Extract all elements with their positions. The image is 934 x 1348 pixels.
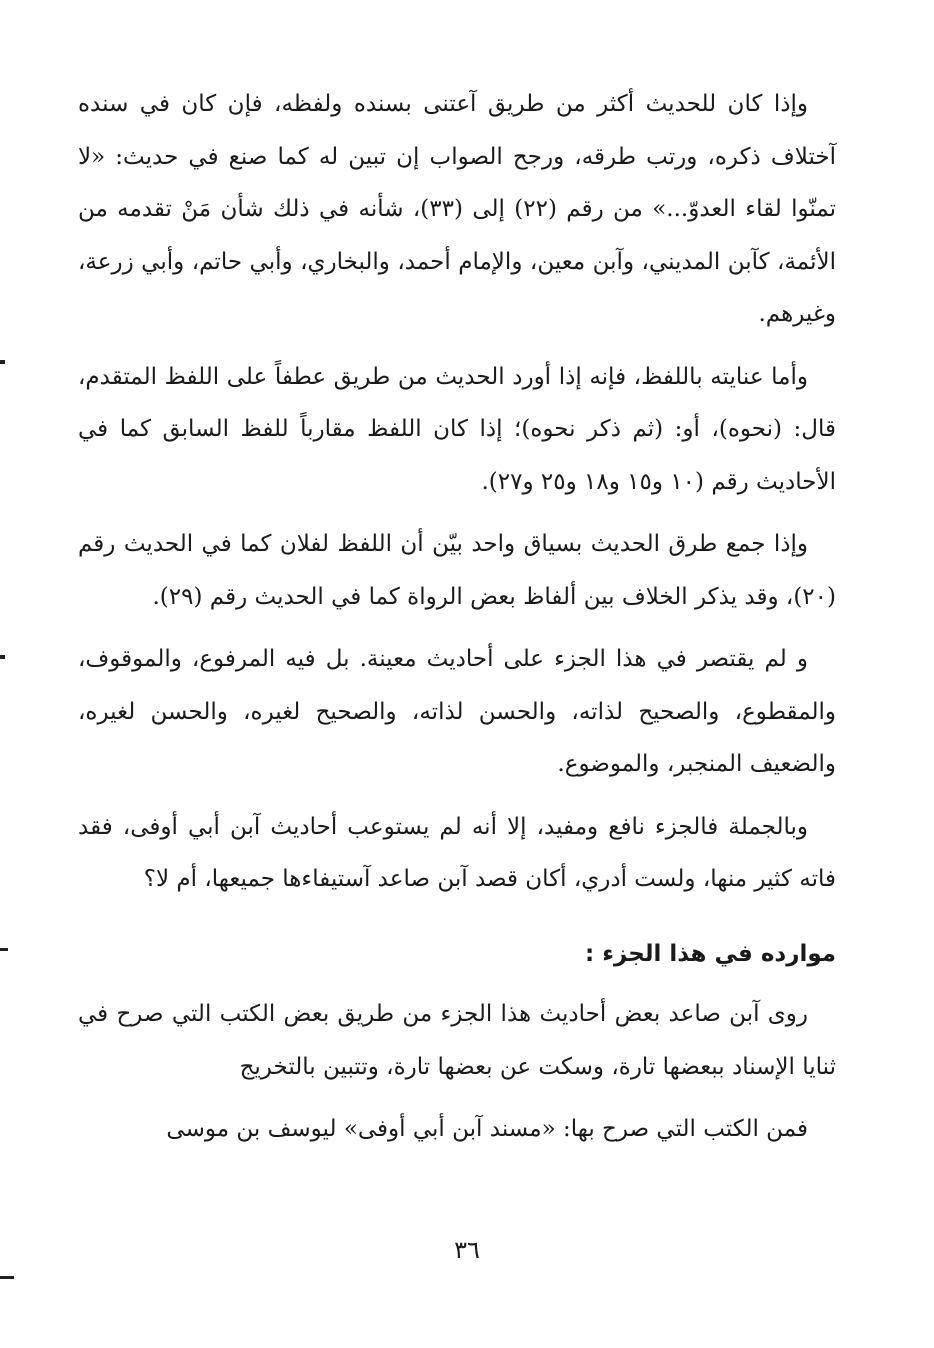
margin-mark	[0, 948, 8, 951]
paragraph-hadith-chains: وإذا كان للحديث أكثر من طريق آعتنى بسنده ولفظه، فإن كان في سنده آختلاف ذكره، ورتب طرقه، ورجح الصواب إن تبين له كما صنع في حديث: «لا تمنّوا لقاء العدوّ...» من رقم (٢٢) إلى (٣٣)، شأنه في ذلك شأن مَنْ تقدمه من الأئمة، كآبن المديني، وآبن معين، والإمام أحمد، والبخاري، وأبي حاتم، وأبي زرعة، وغيرهم.	[78, 91, 836, 327]
paragraph-sources-books: فمن الكتب التي صرح بها: «مسند آبن أبي أوفى» ليوسف بن موسى	[166, 1116, 808, 1142]
paragraph-sources-intro: روى آبن صاعد بعض أحاديث هذا الجزء من طريق بعض الكتب التي صرح في ثنايا الإسناد ببعضها تارة، وسكت عن بعضها تارة، وتتبين بالتخريج	[78, 1001, 836, 1080]
page-body	[78, 78, 836, 1166]
margin-mark	[0, 360, 5, 364]
section-heading-sources: موارده في هذا الجزء :	[584, 940, 836, 967]
paragraph-wording-care: وأما عنايته باللفظ، فإنه إذا أورد الحديث من طريق عطفاً على اللفظ المتقدم، قال: (نحوه)، أو: (ثم ذكر نحوه)؛ إذا كان اللفظ مقارباً للفظ السابق كما في الأحاديث رقم (١٠ و١٥ و١٨ و٢٥ و٢٧).	[78, 363, 836, 495]
paragraph-combined-chains: وإذا جمع طرق الحديث بسياق واحد بيّن أن اللفظ لفلان كما في الحديث رقم (٢٠)، وقد يذكر الخلاف بين ألفاظ بعض الرواة كما في الحديث رقم (٢٩).	[78, 531, 836, 610]
page-number: ٣٦	[454, 1236, 480, 1264]
paragraph-summary: وبالجملة فالجزء نافع ومفيد، إلا أنه لم يستوعب أحاديث آبن أبي أوفى، فقد فاته كثير منها، ولست أدري، أكان قصد آبن صاعد آستيفاءها جميعها، أم لا؟	[78, 813, 836, 892]
paragraph-hadith-types: و لم يقتصر في هذا الجزء على أحاديث معينة. بل فيه المرفوع، والموقوف، والمقطوع، والصحيح لذاته، والحسن لذاته، والصحيح لغيره، والحسن لغيره، والضعيف المنجبر، والموضوع.	[78, 646, 836, 777]
margin-mark	[0, 655, 5, 659]
margin-mark	[0, 1276, 14, 1279]
